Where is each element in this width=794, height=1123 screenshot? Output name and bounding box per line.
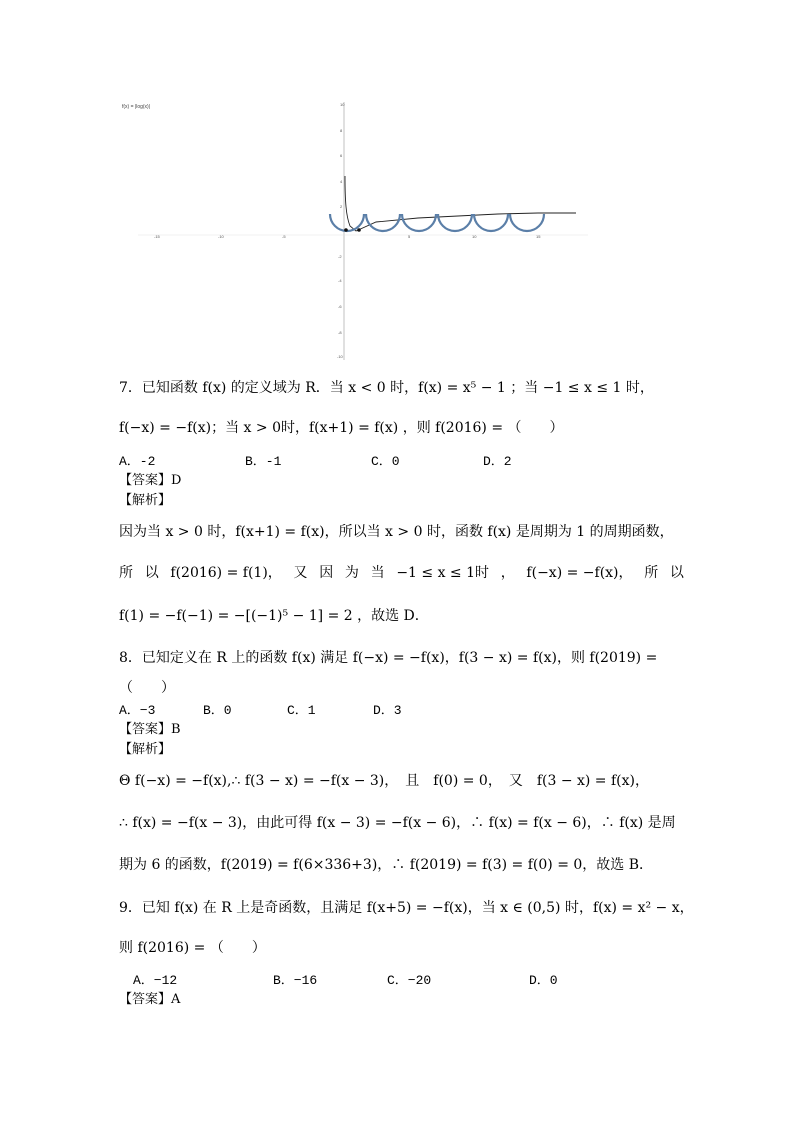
q8-analysis-line3: 期为 6 的函数，f(2019) = f(6×336+3)，∴ f(2019) = f(3) = f(0) = 0，故选 B．	[119, 857, 654, 873]
q9-option-b: B．−16	[273, 973, 318, 988]
q7-analysis-token: 又	[293, 565, 308, 581]
y-tick: 6	[340, 153, 343, 158]
y-tick: 8	[340, 128, 343, 133]
arc-segment	[474, 214, 508, 231]
q8-analysis-line1: Θ f(−x) = −f(x),∴ f(3 − x) = −f(x − 3)， 且 f(0) = 0， 又 f(3 − x) = f(x)，	[119, 773, 649, 789]
q8-option-d: D．3	[373, 703, 402, 718]
q7-option-d: D．2	[483, 454, 512, 469]
q7-analysis-label: 【解析】	[119, 493, 172, 508]
arc-segment	[402, 214, 436, 231]
x-tick: 10	[472, 234, 477, 239]
q7-analysis-token: 以	[144, 565, 159, 581]
x-tick: -10	[218, 234, 224, 239]
q8-answer: 【答案】B	[119, 722, 181, 737]
q7-analysis-line1: 因为当 x > 0 时，f(x+1) = f(x)，所以当 x > 0 时，函数 f(x) 是周期为 1 的周期函数，	[119, 524, 674, 540]
x-tick: -15	[154, 234, 160, 239]
function-label: f(x) = |log(x)|	[122, 104, 151, 110]
q7-analysis-token: f(2016) = f(1)，	[170, 565, 282, 581]
q7-analysis-token: 为	[344, 565, 359, 581]
q7-analysis-token: 以	[669, 565, 684, 581]
q7-analysis-token: 当	[370, 565, 385, 581]
y-tick: -6	[338, 304, 342, 309]
y-tick: 4	[340, 179, 343, 184]
q7-analysis-token: 所	[644, 565, 659, 581]
arc-segment	[366, 214, 400, 231]
q7-analysis-line2	[119, 563, 684, 583]
q7-analysis-token: 因	[319, 565, 334, 581]
q7-options	[119, 451, 684, 472]
q8-stem-line1: 8．已知定义在 R 上的函数 f(x) 满足 f(−x) = −f(x)，f(3 − x) = f(x)，则 f(2019) =	[119, 650, 658, 666]
q7-option-c: C．0	[371, 454, 400, 469]
x-tick: 15	[536, 234, 541, 239]
y-tick: -10	[337, 354, 343, 359]
q9-answer: 【答案】A	[119, 992, 181, 1007]
q8-option-b: B．0	[203, 703, 232, 718]
q8-option-c: C．1	[287, 703, 316, 718]
q7-option-a: A．-2	[119, 454, 156, 469]
y-tick: -4	[338, 278, 342, 283]
q7-analysis-token: −1 ≤ x ≤ 1时	[396, 565, 490, 581]
x-tick: -5	[282, 234, 286, 239]
intersection-point	[357, 228, 361, 232]
q7-analysis-token: 所	[119, 565, 133, 581]
q8-stem-line2: （ ）	[119, 680, 175, 696]
arc-segment	[510, 214, 544, 231]
q8-options	[119, 700, 684, 721]
q7-analysis-token: ，	[500, 565, 515, 581]
q9-stem-line2: 则 f(2016) = （ ）	[119, 940, 266, 956]
y-tick: 2	[340, 204, 343, 209]
q7-stem-line2: f(−x) = −f(x)；当 x > 0时，f(x+1) = f(x) ，则 f(2016) = （ ）	[119, 420, 564, 436]
function-graph	[118, 96, 618, 364]
y-tick: 10	[340, 102, 345, 107]
q9-option-c: C．−20	[387, 973, 432, 988]
q9-stem-line1: 9．已知 f(x) 在 R 上是奇函数，且满足 f(x+5) = −f(x)，当 x ∈ (0,5) 时，f(x) = x² − x，	[119, 900, 694, 916]
q9-option-d: D．0	[529, 973, 558, 988]
y-tick: -2	[338, 254, 342, 259]
q7-answer: 【答案】D	[119, 473, 182, 488]
q9-options	[133, 970, 684, 991]
intersection-point	[344, 228, 348, 232]
q7-option-b: B．-1	[245, 454, 282, 469]
x-tick: 5	[408, 234, 411, 239]
q8-analysis-line2: ∴ f(x) = −f(x − 3)，由此可得 f(x − 3) = −f(x − 6)，∴ f(x) = f(x − 6)，∴ f(x) 是周	[119, 815, 676, 831]
y-tick: -8	[338, 330, 342, 335]
graph-svg	[118, 96, 618, 364]
q7-analysis-line3: f(1) = −f(−1) = −[(−1)⁵ − 1] = 2 ，故选 D．	[119, 608, 429, 624]
q7-analysis-token: f(−x) = −f(x)，	[526, 565, 633, 581]
q8-option-a: A．−3	[119, 703, 156, 718]
q7-stem-line1: 7．已知函数 f(x) 的定义域为 R．当 x < 0 时，f(x) = x⁵ − 1 ；当 −1 ≤ x ≤ 1 时，	[119, 380, 654, 396]
q8-analysis-label: 【解析】	[119, 742, 172, 757]
q9-option-a: A．−12	[133, 973, 178, 988]
